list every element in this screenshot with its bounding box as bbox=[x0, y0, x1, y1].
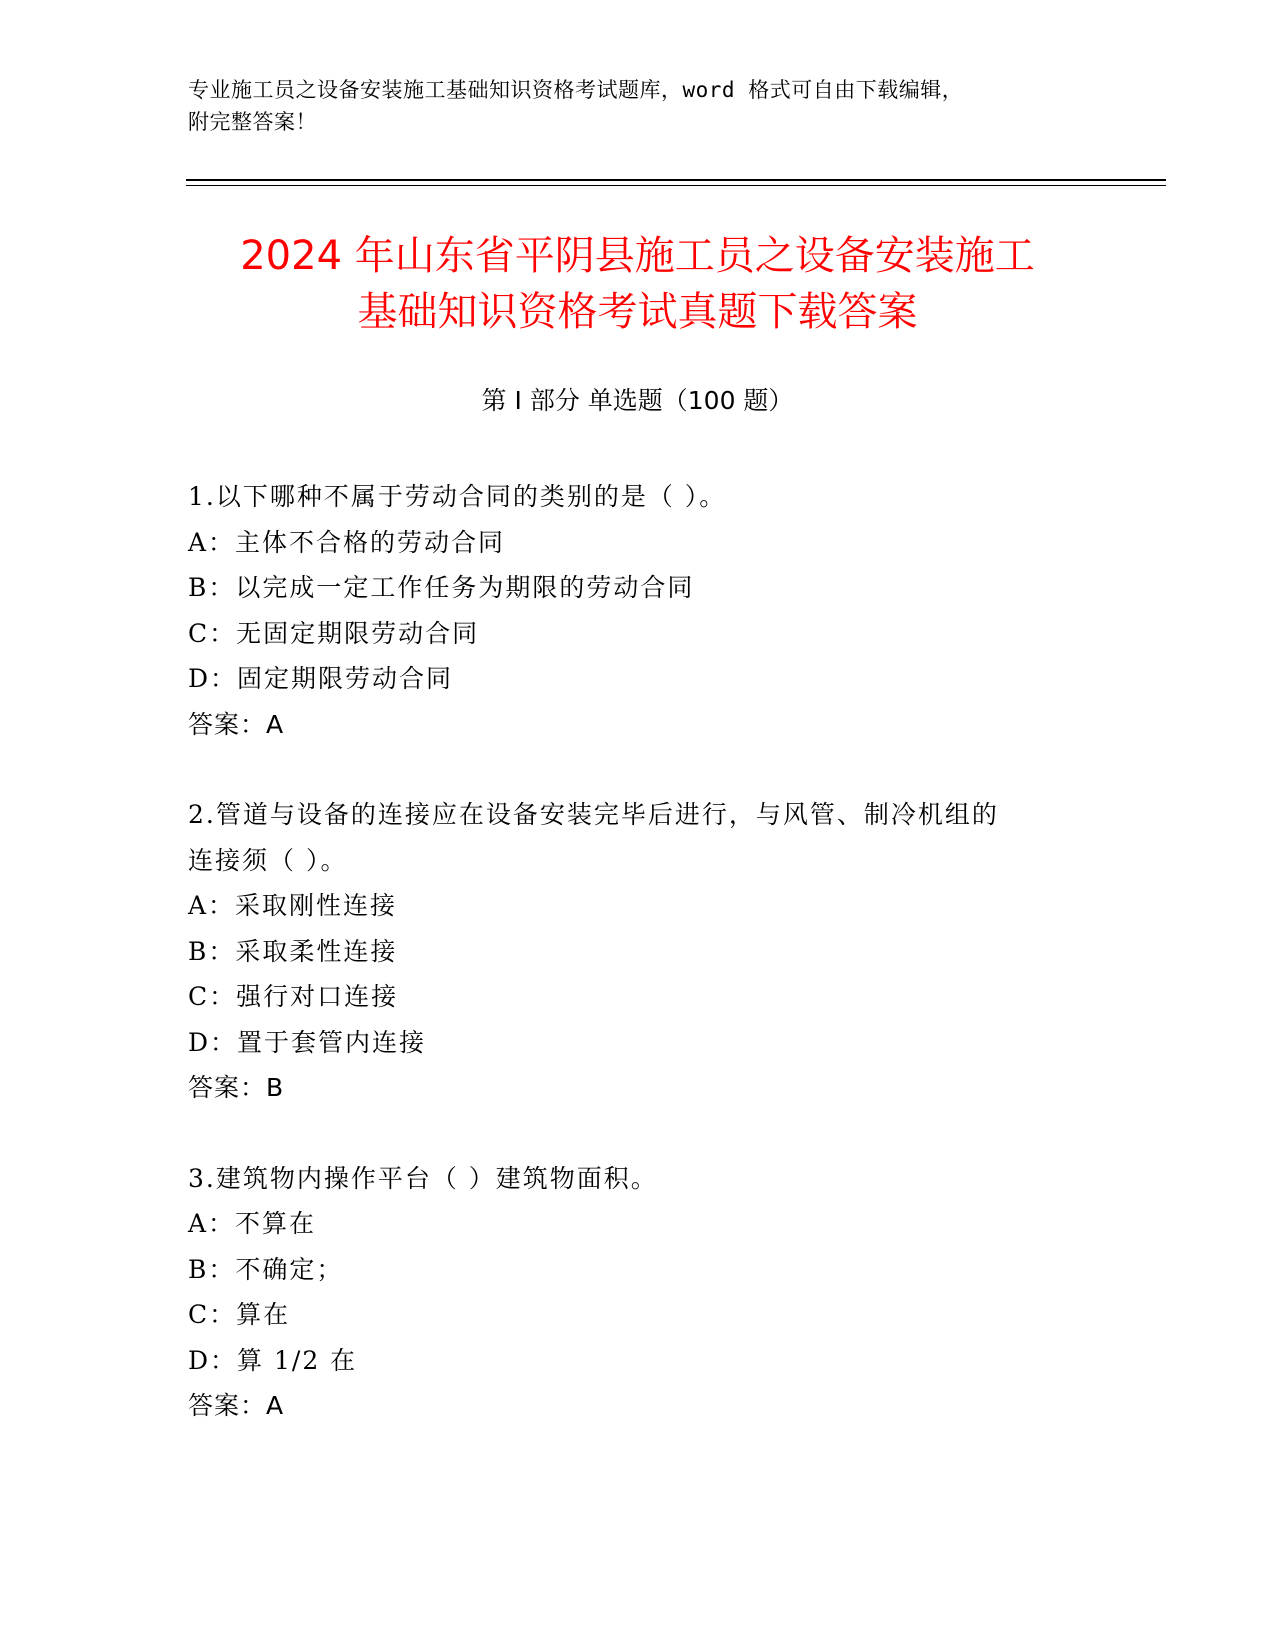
header-note bbox=[188, 74, 1068, 138]
question-stem-continued: 连接须（ ）。 bbox=[188, 845, 348, 875]
header-divider-thick bbox=[186, 179, 1166, 181]
section-heading: 第 I 部分 单选题（100 题） bbox=[481, 386, 794, 415]
question-list bbox=[188, 474, 1088, 1474]
option-b: B：不确定； bbox=[188, 1254, 344, 1284]
answer-line: 答案：B bbox=[188, 1073, 285, 1102]
answer-line: 答案：A bbox=[188, 709, 285, 739]
question-stem: 2.管道与设备的连接应在设备安装完毕后进行，与风管、制冷机组的 bbox=[188, 800, 999, 829]
document-title-line-1: 2024 年山东省平阴县施工员之设备安装施工 bbox=[240, 233, 1035, 279]
option-b: B：以完成一定工作任务为期限的劳动合同 bbox=[188, 573, 695, 602]
header-note-line-1: 专业施工员之设备安装施工基础知识资格考试题库，word 格式可自由下载编辑， bbox=[188, 78, 964, 102]
question-3 bbox=[188, 1156, 1088, 1429]
option-a: A：主体不合格的劳动合同 bbox=[188, 527, 506, 557]
document-title bbox=[160, 228, 1115, 340]
option-c: C：无固定期限劳动合同 bbox=[188, 618, 480, 648]
question-1 bbox=[188, 474, 1088, 747]
option-d: D：置于套管内连接 bbox=[188, 1027, 427, 1057]
header-divider-thin bbox=[186, 185, 1166, 186]
header-note-line-2: 附完整答案！ bbox=[188, 110, 317, 134]
option-d: D：固定期限劳动合同 bbox=[188, 664, 454, 693]
question-stem: 1.以下哪种不属于劳动合同的类别的是（ ）。 bbox=[188, 482, 727, 511]
option-b: B：采取柔性连接 bbox=[188, 936, 398, 966]
option-a: A：不算在 bbox=[188, 1209, 317, 1238]
option-c: C：算在 bbox=[188, 1300, 291, 1329]
question-stem: 3.建筑物内操作平台（ ）建筑物面积。 bbox=[188, 1163, 658, 1193]
option-c: C：强行对口连接 bbox=[188, 982, 399, 1011]
option-a: A：采取刚性连接 bbox=[188, 891, 398, 920]
option-d: D：算 1/2 在 bbox=[188, 1345, 358, 1375]
question-2 bbox=[188, 792, 1088, 1111]
answer-line: 答案：A bbox=[188, 1391, 285, 1420]
document-title-line-2: 基础知识资格考试真题下载答案 bbox=[357, 289, 918, 335]
